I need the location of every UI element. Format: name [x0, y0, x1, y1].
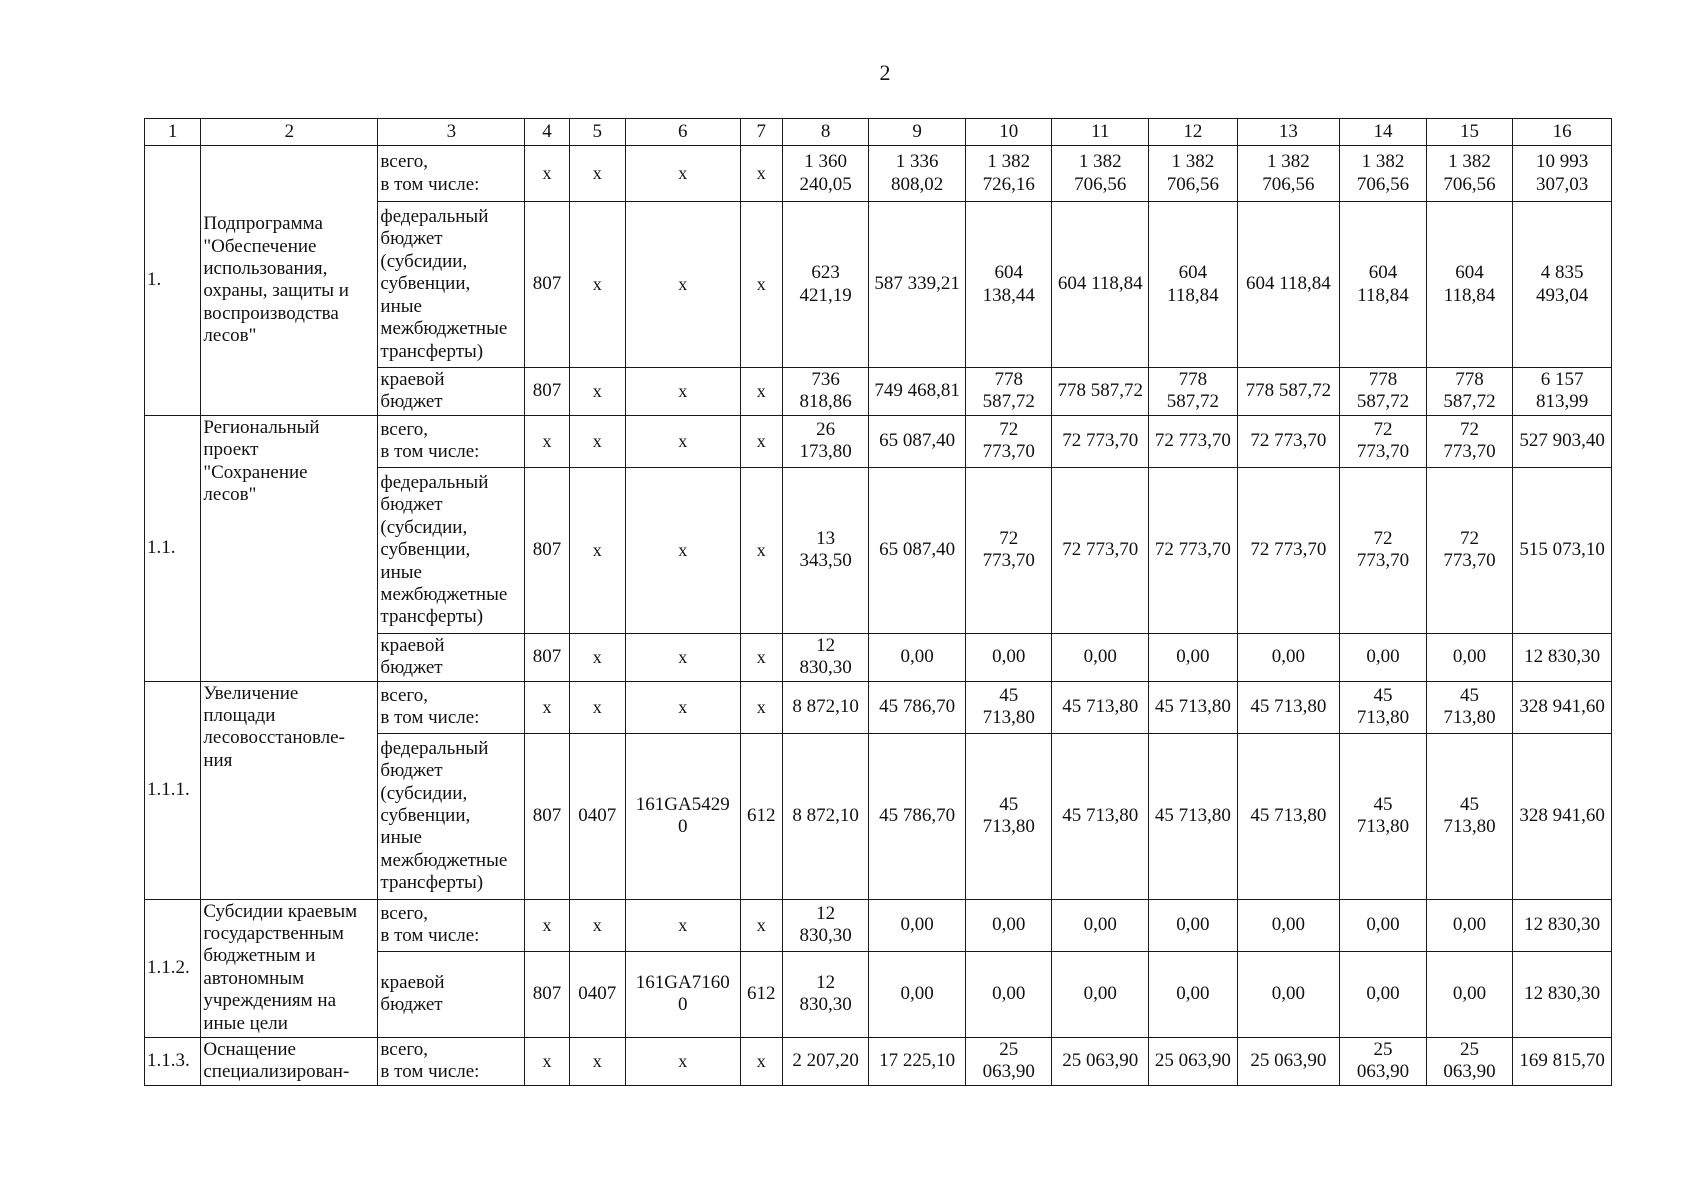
value-cell: 1 382 706,56 — [1340, 146, 1427, 202]
value-cell: 0,00 — [1426, 899, 1513, 951]
value-cell: 0,00 — [869, 951, 966, 1037]
value-cell: 328 941,60 — [1513, 733, 1612, 899]
funding-source: всего, в том числе: — [378, 1037, 525, 1085]
column-header: 8 — [782, 119, 869, 146]
value-cell: 0,00 — [1052, 951, 1149, 1037]
value-cell: 807 — [525, 633, 569, 681]
row-number: 1.1.1. — [145, 681, 201, 899]
funding-source: всего, в том числе: — [378, 415, 525, 467]
cell-x: x — [625, 202, 740, 368]
value-cell: 72 773,70 — [1237, 467, 1340, 633]
cell-x: x — [525, 415, 569, 467]
cell-x: x — [740, 368, 782, 416]
value-cell: 45 713,80 — [1340, 733, 1427, 899]
value-cell: 17 225,10 — [869, 1037, 966, 1085]
cell-x: x — [569, 681, 625, 733]
item-name: Увеличение площади лесовосстановле- ния — [201, 681, 378, 899]
value-cell: 0,00 — [1149, 951, 1238, 1037]
value-cell: 72 773,70 — [1340, 467, 1427, 633]
value-cell: 604 118,84 — [1426, 202, 1513, 368]
cell-x: x — [625, 415, 740, 467]
value-cell: 0,00 — [869, 899, 966, 951]
cell-x: x — [525, 146, 569, 202]
column-header: 3 — [378, 119, 525, 146]
cell-x: x — [525, 681, 569, 733]
value-cell: 604 138,44 — [965, 202, 1052, 368]
value-cell: 2 207,20 — [782, 1037, 869, 1085]
cell-x: x — [625, 633, 740, 681]
column-header: 1 — [145, 119, 201, 146]
value-cell: 169 815,70 — [1513, 1037, 1612, 1085]
value-cell: 0,00 — [1340, 899, 1427, 951]
value-cell: 623 421,19 — [782, 202, 869, 368]
value-cell: 778 587,72 — [1052, 368, 1149, 416]
cell-x: x — [740, 1037, 782, 1085]
value-cell: 807 — [525, 368, 569, 416]
value-cell: 65 087,40 — [869, 467, 966, 633]
value-cell: 72 773,70 — [1052, 467, 1149, 633]
value-cell: 515 073,10 — [1513, 467, 1612, 633]
value-cell: 72 773,70 — [1426, 415, 1513, 467]
value-cell: 587 339,21 — [869, 202, 966, 368]
value-cell: 12 830,30 — [1513, 633, 1612, 681]
value-cell: 604 118,84 — [1340, 202, 1427, 368]
value-cell: 72 773,70 — [965, 467, 1052, 633]
value-cell: 72 773,70 — [1149, 467, 1238, 633]
column-header: 6 — [625, 119, 740, 146]
value-cell: 45 713,80 — [1426, 681, 1513, 733]
value-cell: 0,00 — [1052, 899, 1149, 951]
row-number: 1. — [145, 146, 201, 416]
value-cell: 0,00 — [869, 633, 966, 681]
value-cell: 807 — [525, 202, 569, 368]
value-cell: 161GA7160 0 — [625, 951, 740, 1037]
item-name: Оснащение специализирован- — [201, 1037, 378, 1085]
column-header: 10 — [965, 119, 1052, 146]
cell-x: x — [740, 146, 782, 202]
cell-x: x — [740, 899, 782, 951]
value-cell: 12 830,30 — [1513, 899, 1612, 951]
value-cell: 0407 — [569, 733, 625, 899]
value-cell: 12 830,30 — [782, 899, 869, 951]
value-cell: 45 713,80 — [965, 733, 1052, 899]
table-row — [145, 146, 1612, 202]
column-header: 7 — [740, 119, 782, 146]
funding-source: всего, в том числе: — [378, 899, 525, 951]
value-cell: 65 087,40 — [869, 415, 966, 467]
item-name: Региональный проект "Сохранение лесов" — [201, 415, 378, 681]
value-cell: 72 773,70 — [1426, 467, 1513, 633]
value-cell: 0407 — [569, 951, 625, 1037]
value-cell: 45 713,80 — [1149, 681, 1238, 733]
cell-x: x — [740, 415, 782, 467]
column-header: 13 — [1237, 119, 1340, 146]
column-header: 15 — [1426, 119, 1513, 146]
cell-x: x — [525, 899, 569, 951]
value-cell: 72 773,70 — [965, 415, 1052, 467]
cell-x: x — [569, 1037, 625, 1085]
value-cell: 1 382 706,56 — [1426, 146, 1513, 202]
value-cell: 778 587,72 — [1149, 368, 1238, 416]
cell-x: x — [625, 146, 740, 202]
value-cell: 25 063,90 — [1052, 1037, 1149, 1085]
column-header: 14 — [1340, 119, 1427, 146]
cell-x: x — [569, 899, 625, 951]
value-cell: 13 343,50 — [782, 467, 869, 633]
value-cell: 45 713,80 — [1237, 681, 1340, 733]
header-row — [145, 119, 1612, 146]
value-cell: 0,00 — [1426, 633, 1513, 681]
funding-source: всего, в том числе: — [378, 146, 525, 202]
value-cell: 0,00 — [1149, 899, 1238, 951]
column-header: 4 — [525, 119, 569, 146]
value-cell: 8 872,10 — [782, 681, 869, 733]
value-cell: 778 587,72 — [965, 368, 1052, 416]
column-header: 12 — [1149, 119, 1238, 146]
value-cell: 10 993 307,03 — [1513, 146, 1612, 202]
funding-source: федеральный бюджет (субсидии, субвенции, иные межбюджетные трансферты) — [378, 733, 525, 899]
value-cell: 45 786,70 — [869, 681, 966, 733]
value-cell: 45 713,80 — [1052, 681, 1149, 733]
value-cell: 0,00 — [965, 633, 1052, 681]
value-cell: 0,00 — [1340, 633, 1427, 681]
page-number: 2 — [879, 60, 891, 85]
value-cell: 0,00 — [1052, 633, 1149, 681]
funding-source: федеральный бюджет (субсидии, субвенции, иные межбюджетные трансферты) — [378, 467, 525, 633]
funding-source: краевой бюджет — [378, 633, 525, 681]
value-cell: 45 786,70 — [869, 733, 966, 899]
cell-x: x — [569, 202, 625, 368]
value-cell: 1 382 706,56 — [1052, 146, 1149, 202]
value-cell: 45 713,80 — [965, 681, 1052, 733]
value-cell: 72 773,70 — [1052, 415, 1149, 467]
cell-x: x — [625, 899, 740, 951]
value-cell: 0,00 — [1237, 633, 1340, 681]
value-cell: 45 713,80 — [1237, 733, 1340, 899]
value-cell: 1 382 726,16 — [965, 146, 1052, 202]
table-row — [145, 681, 1612, 733]
value-cell: 25 063,90 — [1426, 1037, 1513, 1085]
cell-x: x — [569, 467, 625, 633]
value-cell: 0,00 — [1426, 951, 1513, 1037]
value-cell: 12 830,30 — [782, 633, 869, 681]
item-name: Подпрограмма "Обеспечение использования, охраны, защиты и воспроизводства лесов" — [201, 146, 378, 416]
table-row — [145, 1037, 1612, 1085]
row-number: 1.1. — [145, 415, 201, 681]
funding-source: федеральный бюджет (субсидии, субвенции, иные межбюджетные трансферты) — [378, 202, 525, 368]
column-header: 11 — [1052, 119, 1149, 146]
value-cell: 12 830,30 — [1513, 951, 1612, 1037]
value-cell: 45 713,80 — [1426, 733, 1513, 899]
value-cell: 26 173,80 — [782, 415, 869, 467]
row-number: 1.1.2. — [145, 899, 201, 1037]
value-cell: 8 872,10 — [782, 733, 869, 899]
funding-source: краевой бюджет — [378, 951, 525, 1037]
cell-x: x — [625, 681, 740, 733]
column-header: 9 — [869, 119, 966, 146]
cell-x: x — [625, 1037, 740, 1085]
value-cell: 807 — [525, 951, 569, 1037]
value-cell: 72 773,70 — [1237, 415, 1340, 467]
value-cell: 25 063,90 — [1340, 1037, 1427, 1085]
value-cell: 4 835 493,04 — [1513, 202, 1612, 368]
value-cell: 604 118,84 — [1237, 202, 1340, 368]
value-cell: 0,00 — [1340, 951, 1427, 1037]
column-header: 5 — [569, 119, 625, 146]
cell-x: x — [569, 633, 625, 681]
cell-x: x — [569, 146, 625, 202]
value-cell: 1 382 706,56 — [1149, 146, 1238, 202]
value-cell: 604 118,84 — [1149, 202, 1238, 368]
value-cell: 25 063,90 — [1149, 1037, 1238, 1085]
value-cell: 0,00 — [1149, 633, 1238, 681]
cell-x: x — [740, 202, 782, 368]
value-cell: 778 587,72 — [1340, 368, 1427, 416]
cell-x: x — [625, 368, 740, 416]
value-cell: 778 587,72 — [1426, 368, 1513, 416]
value-cell: 1 382 706,56 — [1237, 146, 1340, 202]
row-number: 1.1.3. — [145, 1037, 201, 1085]
value-cell: 0,00 — [965, 899, 1052, 951]
value-cell: 72 773,70 — [1149, 415, 1238, 467]
value-cell: 0,00 — [965, 951, 1052, 1037]
value-cell: 25 063,90 — [1237, 1037, 1340, 1085]
value-cell: 0,00 — [1237, 899, 1340, 951]
column-header: 16 — [1513, 119, 1612, 146]
value-cell: 527 903,40 — [1513, 415, 1612, 467]
value-cell: 25 063,90 — [965, 1037, 1052, 1085]
cell-x: x — [569, 415, 625, 467]
value-cell: 45 713,80 — [1149, 733, 1238, 899]
funding-source: всего, в том числе: — [378, 681, 525, 733]
cell-x: x — [525, 1037, 569, 1085]
value-cell: 1 336 808,02 — [869, 146, 966, 202]
value-cell: 736 818,86 — [782, 368, 869, 416]
value-cell: 807 — [525, 733, 569, 899]
column-header: 2 — [201, 119, 378, 146]
table-row — [145, 415, 1612, 467]
value-cell: 328 941,60 — [1513, 681, 1612, 733]
value-cell: 161GA5429 0 — [625, 733, 740, 899]
value-cell: 0,00 — [1237, 951, 1340, 1037]
table-row — [145, 899, 1612, 951]
cell-x: x — [740, 633, 782, 681]
value-cell: 604 118,84 — [1052, 202, 1149, 368]
cell-x: x — [625, 467, 740, 633]
item-name: Субсидии краевым государственным бюджетным и автономным учреждениям на иные цели — [201, 899, 378, 1037]
value-cell: 72 773,70 — [1340, 415, 1427, 467]
value-cell: 45 713,80 — [1340, 681, 1427, 733]
cell-x: x — [740, 467, 782, 633]
value-cell: 612 — [740, 951, 782, 1037]
value-cell: 778 587,72 — [1237, 368, 1340, 416]
cell-x: x — [740, 681, 782, 733]
value-cell: 12 830,30 — [782, 951, 869, 1037]
value-cell: 749 468,81 — [869, 368, 966, 416]
value-cell: 807 — [525, 467, 569, 633]
funding-source: краевой бюджет — [378, 368, 525, 416]
value-cell: 612 — [740, 733, 782, 899]
value-cell: 6 157 813,99 — [1513, 368, 1612, 416]
budget-table — [144, 118, 1612, 1086]
value-cell: 1 360 240,05 — [782, 146, 869, 202]
cell-x: x — [569, 368, 625, 416]
value-cell: 45 713,80 — [1052, 733, 1149, 899]
